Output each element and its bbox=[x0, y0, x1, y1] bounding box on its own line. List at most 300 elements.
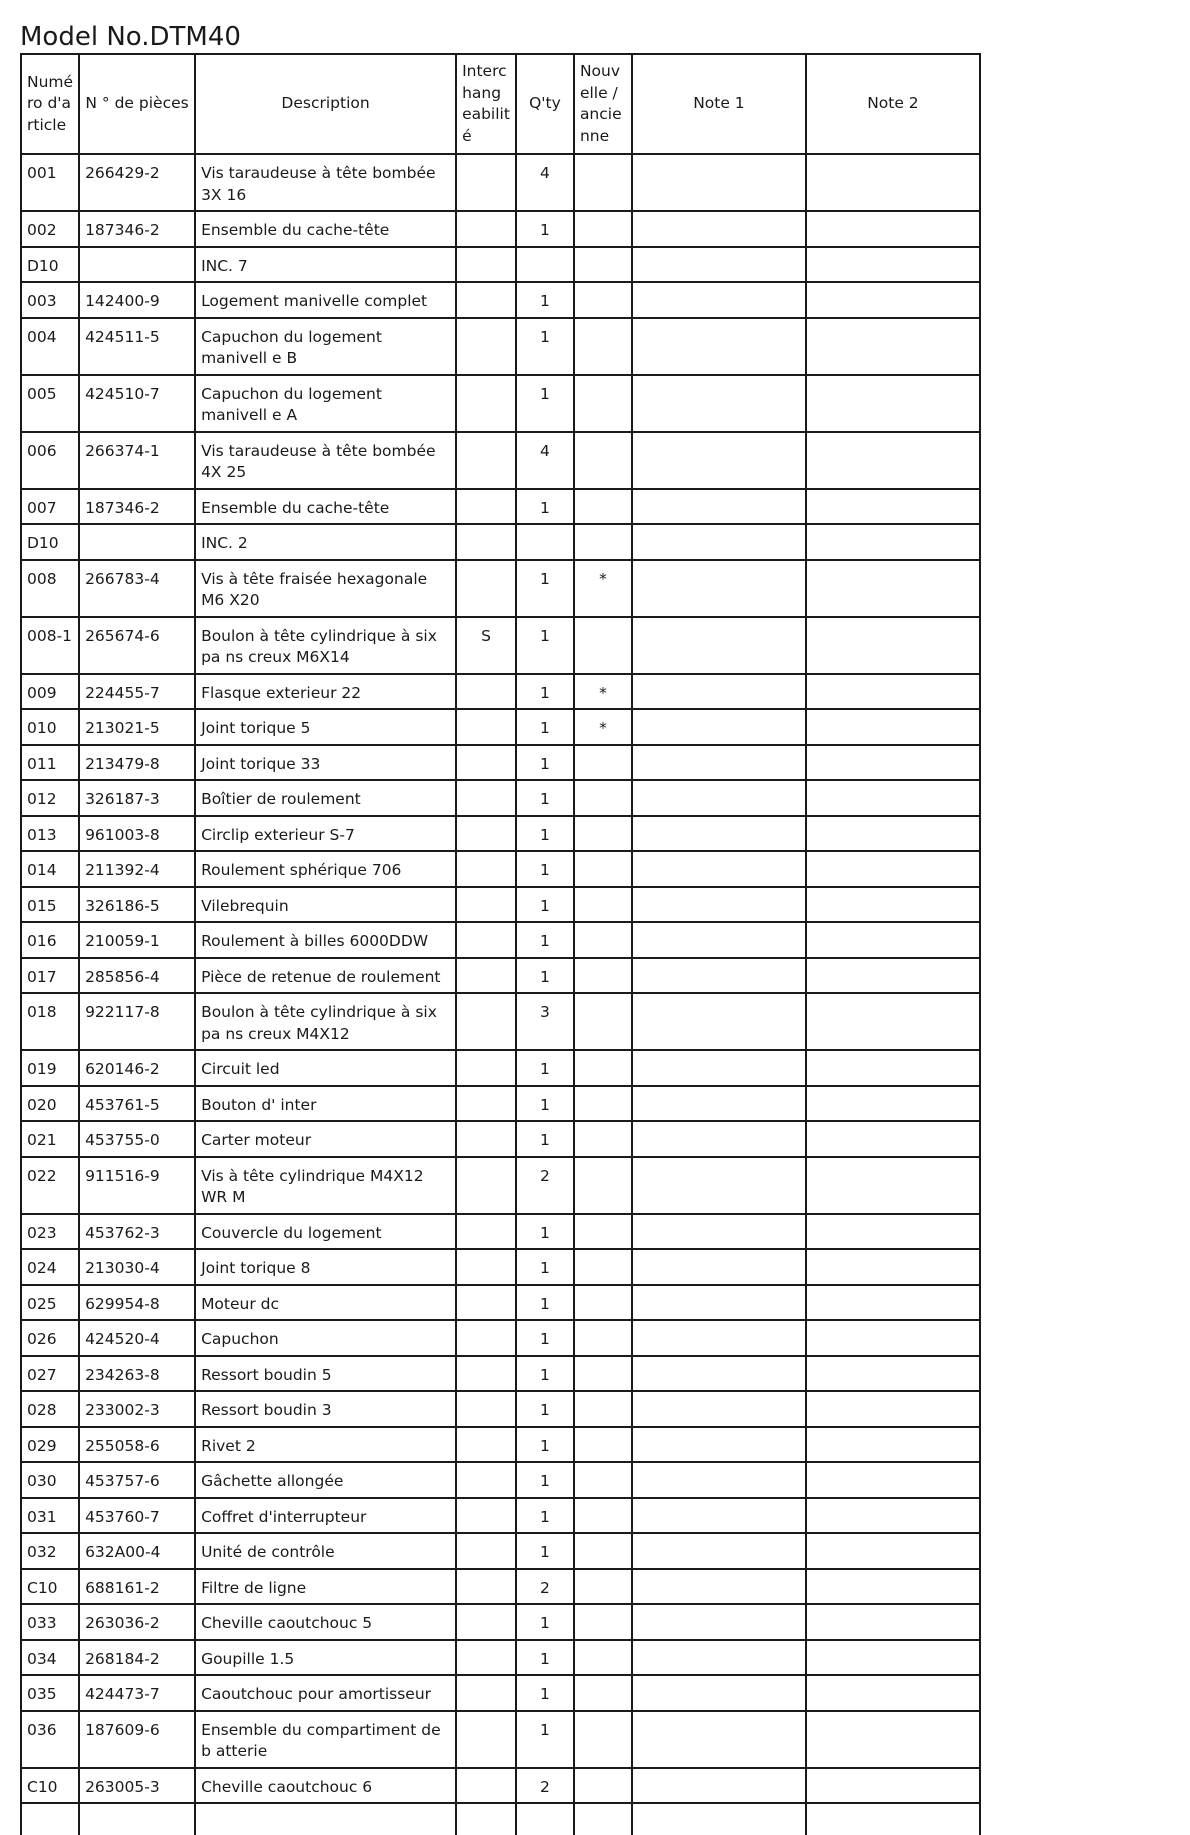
interchangeability-cell bbox=[456, 780, 516, 816]
interchangeability-cell bbox=[456, 247, 516, 283]
note-2-cell bbox=[806, 1533, 980, 1569]
description-cell: Unité de contrôle bbox=[195, 1533, 456, 1569]
interchangeability-cell bbox=[456, 1462, 516, 1498]
description-cell: Ressort boudin 5 bbox=[195, 1356, 456, 1392]
header-quantity: Q'ty bbox=[516, 54, 574, 154]
note-1-cell bbox=[632, 1768, 806, 1804]
quantity-cell: 2 bbox=[516, 1768, 574, 1804]
note-2-cell bbox=[806, 1498, 980, 1534]
quantity-cell: 1 bbox=[516, 780, 574, 816]
note-1-cell bbox=[632, 617, 806, 674]
empty-cell bbox=[21, 1803, 79, 1835]
new-old-cell bbox=[574, 1050, 632, 1086]
interchangeability-cell bbox=[456, 709, 516, 745]
note-1-cell bbox=[632, 958, 806, 994]
note-1-cell bbox=[632, 247, 806, 283]
part-number-cell: 632A00-4 bbox=[79, 1533, 195, 1569]
part-number-cell: 326186-5 bbox=[79, 887, 195, 923]
table-row bbox=[21, 560, 980, 617]
description-cell: Moteur dc bbox=[195, 1285, 456, 1321]
note-1-cell bbox=[632, 1498, 806, 1534]
note-1-cell bbox=[632, 1569, 806, 1605]
item-number-cell: 019 bbox=[21, 1050, 79, 1086]
item-number-cell: 010 bbox=[21, 709, 79, 745]
new-old-cell bbox=[574, 489, 632, 525]
quantity-cell: 1 bbox=[516, 745, 574, 781]
description-cell: Joint torique 8 bbox=[195, 1249, 456, 1285]
interchangeability-cell bbox=[456, 887, 516, 923]
item-number-cell: 032 bbox=[21, 1533, 79, 1569]
note-1-cell bbox=[632, 745, 806, 781]
table-row bbox=[21, 1249, 980, 1285]
note-1-cell bbox=[632, 1533, 806, 1569]
description-cell: Cheville caoutchouc 6 bbox=[195, 1768, 456, 1804]
note-1-cell bbox=[632, 524, 806, 560]
quantity-cell: 4 bbox=[516, 432, 574, 489]
new-old-cell bbox=[574, 211, 632, 247]
part-number-cell: 424473-7 bbox=[79, 1675, 195, 1711]
part-number-cell: 187609-6 bbox=[79, 1711, 195, 1768]
new-old-cell bbox=[574, 958, 632, 994]
interchangeability-cell bbox=[456, 745, 516, 781]
note-2-cell bbox=[806, 489, 980, 525]
quantity-cell: 1 bbox=[516, 1533, 574, 1569]
description-cell: Flasque exterieur 22 bbox=[195, 674, 456, 710]
table-row bbox=[21, 1711, 980, 1768]
interchangeability-cell bbox=[456, 1249, 516, 1285]
table-row bbox=[21, 709, 980, 745]
header-note-2: Note 2 bbox=[806, 54, 980, 154]
table-row bbox=[21, 318, 980, 375]
item-number-cell: 002 bbox=[21, 211, 79, 247]
note-1-cell bbox=[632, 1249, 806, 1285]
new-old-cell bbox=[574, 318, 632, 375]
part-number-cell: 620146-2 bbox=[79, 1050, 195, 1086]
table-row bbox=[21, 489, 980, 525]
item-number-cell: 022 bbox=[21, 1157, 79, 1214]
part-number-cell: 187346-2 bbox=[79, 211, 195, 247]
description-cell: Ensemble du compartiment de b atterie bbox=[195, 1711, 456, 1768]
interchangeability-cell bbox=[456, 1285, 516, 1321]
header-part-number: N ° de pièces bbox=[79, 54, 195, 154]
interchangeability-cell bbox=[456, 674, 516, 710]
new-old-cell bbox=[574, 1569, 632, 1605]
note-2-cell bbox=[806, 375, 980, 432]
note-2-cell bbox=[806, 1121, 980, 1157]
note-2-cell bbox=[806, 1214, 980, 1250]
note-1-cell bbox=[632, 375, 806, 432]
part-number-cell: 922117-8 bbox=[79, 993, 195, 1050]
note-2-cell bbox=[806, 816, 980, 852]
description-cell: Vilebrequin bbox=[195, 887, 456, 923]
interchangeability-cell bbox=[456, 1675, 516, 1711]
note-2-cell bbox=[806, 1157, 980, 1214]
part-number-cell: 142400-9 bbox=[79, 282, 195, 318]
new-old-cell: * bbox=[574, 709, 632, 745]
part-number-cell: 263005-3 bbox=[79, 1768, 195, 1804]
new-old-cell bbox=[574, 375, 632, 432]
quantity-cell: 1 bbox=[516, 958, 574, 994]
header-interchangeability: Interc hang eabilit é bbox=[456, 54, 516, 154]
interchangeability-cell bbox=[456, 1121, 516, 1157]
note-1-cell bbox=[632, 674, 806, 710]
note-1-cell bbox=[632, 1640, 806, 1676]
note-2-cell bbox=[806, 709, 980, 745]
new-old-cell bbox=[574, 1157, 632, 1214]
part-number-cell: 911516-9 bbox=[79, 1157, 195, 1214]
interchangeability-cell bbox=[456, 1157, 516, 1214]
note-1-cell bbox=[632, 1675, 806, 1711]
new-old-cell bbox=[574, 993, 632, 1050]
new-old-cell bbox=[574, 887, 632, 923]
description-cell: Boîtier de roulement bbox=[195, 780, 456, 816]
description-cell: Ensemble du cache-tête bbox=[195, 489, 456, 525]
new-old-cell bbox=[574, 524, 632, 560]
part-number-cell: 453761-5 bbox=[79, 1086, 195, 1122]
interchangeability-cell bbox=[456, 1427, 516, 1463]
note-1-cell bbox=[632, 1356, 806, 1392]
description-cell: Circuit led bbox=[195, 1050, 456, 1086]
empty-cell bbox=[806, 1803, 980, 1835]
interchangeability-cell bbox=[456, 1214, 516, 1250]
part-number-cell: 629954-8 bbox=[79, 1285, 195, 1321]
table-row bbox=[21, 1604, 980, 1640]
table-row bbox=[21, 1462, 980, 1498]
description-cell: Capuchon bbox=[195, 1320, 456, 1356]
new-old-cell bbox=[574, 1462, 632, 1498]
item-number-cell: 021 bbox=[21, 1121, 79, 1157]
part-number-cell: 453762-3 bbox=[79, 1214, 195, 1250]
part-number-cell: 234263-8 bbox=[79, 1356, 195, 1392]
description-cell: Boulon à tête cylindrique à six pa ns creux M4X12 bbox=[195, 993, 456, 1050]
quantity-cell: 1 bbox=[516, 816, 574, 852]
note-1-cell bbox=[632, 887, 806, 923]
page-title: Model No.DTM40 bbox=[20, 22, 241, 52]
description-cell: Ensemble du cache-tête bbox=[195, 211, 456, 247]
item-number-cell: 009 bbox=[21, 674, 79, 710]
header-description: Description bbox=[195, 54, 456, 154]
description-cell: Goupille 1.5 bbox=[195, 1640, 456, 1676]
item-number-cell: 016 bbox=[21, 922, 79, 958]
interchangeability-cell bbox=[456, 1768, 516, 1804]
quantity-cell: 1 bbox=[516, 922, 574, 958]
item-number-cell: 013 bbox=[21, 816, 79, 852]
note-2-cell bbox=[806, 1285, 980, 1321]
note-2-cell bbox=[806, 958, 980, 994]
item-number-cell: 005 bbox=[21, 375, 79, 432]
note-2-cell bbox=[806, 1675, 980, 1711]
table-row bbox=[21, 780, 980, 816]
new-old-cell: * bbox=[574, 674, 632, 710]
part-number-cell: 211392-4 bbox=[79, 851, 195, 887]
note-2-cell bbox=[806, 1640, 980, 1676]
part-number-cell: 187346-2 bbox=[79, 489, 195, 525]
interchangeability-cell bbox=[456, 282, 516, 318]
note-1-cell bbox=[632, 1462, 806, 1498]
empty-cell bbox=[79, 1803, 195, 1835]
table-row bbox=[21, 617, 980, 674]
part-number-cell: 424510-7 bbox=[79, 375, 195, 432]
new-old-cell bbox=[574, 1214, 632, 1250]
quantity-cell: 1 bbox=[516, 1214, 574, 1250]
new-old-cell bbox=[574, 1768, 632, 1804]
note-2-cell bbox=[806, 922, 980, 958]
header-item-number: Numé ro d'a rticle bbox=[21, 54, 79, 154]
note-2-cell bbox=[806, 745, 980, 781]
interchangeability-cell bbox=[456, 958, 516, 994]
table-row bbox=[21, 1640, 980, 1676]
note-2-cell bbox=[806, 1569, 980, 1605]
item-number-cell: 004 bbox=[21, 318, 79, 375]
parts-table bbox=[20, 53, 981, 1835]
new-old-cell bbox=[574, 1640, 632, 1676]
quantity-cell: 1 bbox=[516, 1427, 574, 1463]
table-row bbox=[21, 1086, 980, 1122]
item-number-cell: 012 bbox=[21, 780, 79, 816]
note-1-cell bbox=[632, 1427, 806, 1463]
quantity-cell: 4 bbox=[516, 154, 574, 211]
interchangeability-cell bbox=[456, 1711, 516, 1768]
table-header-row bbox=[21, 54, 980, 154]
new-old-cell bbox=[574, 816, 632, 852]
part-number-cell: 233002-3 bbox=[79, 1391, 195, 1427]
note-2-cell bbox=[806, 1427, 980, 1463]
note-2-cell bbox=[806, 1768, 980, 1804]
note-2-cell bbox=[806, 1604, 980, 1640]
quantity-cell: 1 bbox=[516, 1285, 574, 1321]
empty-cell bbox=[574, 1803, 632, 1835]
quantity-cell: 1 bbox=[516, 851, 574, 887]
description-cell: Capuchon du logement manivell e A bbox=[195, 375, 456, 432]
note-1-cell bbox=[632, 1711, 806, 1768]
part-number-cell: 266783-4 bbox=[79, 560, 195, 617]
quantity-cell: 1 bbox=[516, 1675, 574, 1711]
interchangeability-cell bbox=[456, 1391, 516, 1427]
interchangeability-cell bbox=[456, 1533, 516, 1569]
empty-cell bbox=[456, 1803, 516, 1835]
description-cell: Caoutchouc pour amortisseur bbox=[195, 1675, 456, 1711]
item-number-cell: 017 bbox=[21, 958, 79, 994]
interchangeability-cell bbox=[456, 154, 516, 211]
new-old-cell bbox=[574, 1604, 632, 1640]
description-cell: Vis à tête fraisée hexagonale M6 X20 bbox=[195, 560, 456, 617]
new-old-cell bbox=[574, 1498, 632, 1534]
description-cell: Circlip exterieur S-7 bbox=[195, 816, 456, 852]
part-number-cell: 285856-4 bbox=[79, 958, 195, 994]
note-1-cell bbox=[632, 282, 806, 318]
interchangeability-cell bbox=[456, 375, 516, 432]
quantity-cell: 1 bbox=[516, 887, 574, 923]
description-cell: Bouton d' inter bbox=[195, 1086, 456, 1122]
table-row bbox=[21, 211, 980, 247]
quantity-cell: 1 bbox=[516, 1498, 574, 1534]
item-number-cell: 015 bbox=[21, 887, 79, 923]
part-number-cell: 213030-4 bbox=[79, 1249, 195, 1285]
item-number-cell: 035 bbox=[21, 1675, 79, 1711]
new-old-cell bbox=[574, 851, 632, 887]
new-old-cell bbox=[574, 1391, 632, 1427]
note-2-cell bbox=[806, 211, 980, 247]
note-1-cell bbox=[632, 993, 806, 1050]
new-old-cell bbox=[574, 1675, 632, 1711]
new-old-cell bbox=[574, 1086, 632, 1122]
part-number-cell: 268184-2 bbox=[79, 1640, 195, 1676]
description-cell: Joint torique 5 bbox=[195, 709, 456, 745]
note-1-cell bbox=[632, 1391, 806, 1427]
new-old-cell bbox=[574, 1249, 632, 1285]
note-1-cell bbox=[632, 709, 806, 745]
table-row bbox=[21, 1533, 980, 1569]
new-old-cell bbox=[574, 780, 632, 816]
table-row bbox=[21, 524, 980, 560]
table-row bbox=[21, 1050, 980, 1086]
note-1-cell bbox=[632, 1214, 806, 1250]
description-cell: Roulement à billes 6000DDW bbox=[195, 922, 456, 958]
part-number-cell: 265674-6 bbox=[79, 617, 195, 674]
note-2-cell bbox=[806, 674, 980, 710]
quantity-cell: 1 bbox=[516, 489, 574, 525]
interchangeability-cell: S bbox=[456, 617, 516, 674]
note-2-cell bbox=[806, 887, 980, 923]
part-number-cell: 424520-4 bbox=[79, 1320, 195, 1356]
note-2-cell bbox=[806, 282, 980, 318]
interchangeability-cell bbox=[456, 1356, 516, 1392]
table-row bbox=[21, 282, 980, 318]
note-2-cell bbox=[806, 1050, 980, 1086]
interchangeability-cell bbox=[456, 1086, 516, 1122]
note-2-cell bbox=[806, 1391, 980, 1427]
new-old-cell bbox=[574, 1320, 632, 1356]
note-2-cell bbox=[806, 318, 980, 375]
quantity-cell bbox=[516, 247, 574, 283]
note-2-cell bbox=[806, 993, 980, 1050]
note-2-cell bbox=[806, 154, 980, 211]
interchangeability-cell bbox=[456, 922, 516, 958]
description-cell: Gâchette allongée bbox=[195, 1462, 456, 1498]
note-2-cell bbox=[806, 1086, 980, 1122]
item-number-cell: 028 bbox=[21, 1391, 79, 1427]
empty-cell bbox=[195, 1803, 456, 1835]
table-row bbox=[21, 1768, 980, 1804]
part-number-cell: 213021-5 bbox=[79, 709, 195, 745]
new-old-cell bbox=[574, 247, 632, 283]
table-row bbox=[21, 1320, 980, 1356]
table-row bbox=[21, 1498, 980, 1534]
item-number-cell: 029 bbox=[21, 1427, 79, 1463]
note-1-cell bbox=[632, 1604, 806, 1640]
part-number-cell: 210059-1 bbox=[79, 922, 195, 958]
quantity-cell: 1 bbox=[516, 1320, 574, 1356]
description-cell: Vis à tête cylindrique M4X12 WR M bbox=[195, 1157, 456, 1214]
part-number-cell: 224455-7 bbox=[79, 674, 195, 710]
quantity-cell: 1 bbox=[516, 1121, 574, 1157]
note-1-cell bbox=[632, 1285, 806, 1321]
part-number-cell: 266429-2 bbox=[79, 154, 195, 211]
note-2-cell bbox=[806, 851, 980, 887]
quantity-cell: 2 bbox=[516, 1157, 574, 1214]
table-row bbox=[21, 922, 980, 958]
part-number-cell: 688161-2 bbox=[79, 1569, 195, 1605]
empty-cell bbox=[516, 1803, 574, 1835]
description-cell: Vis taraudeuse à tête bombée 4X 25 bbox=[195, 432, 456, 489]
note-2-cell bbox=[806, 432, 980, 489]
quantity-cell: 1 bbox=[516, 375, 574, 432]
interchangeability-cell bbox=[456, 1569, 516, 1605]
table-row bbox=[21, 1356, 980, 1392]
description-cell: Joint torique 33 bbox=[195, 745, 456, 781]
interchangeability-cell bbox=[456, 560, 516, 617]
item-number-cell: 006 bbox=[21, 432, 79, 489]
description-cell: Couvercle du logement bbox=[195, 1214, 456, 1250]
part-number-cell: 453755-0 bbox=[79, 1121, 195, 1157]
table-row bbox=[21, 247, 980, 283]
new-old-cell bbox=[574, 1427, 632, 1463]
interchangeability-cell bbox=[456, 993, 516, 1050]
table-row bbox=[21, 993, 980, 1050]
description-cell: INC. 2 bbox=[195, 524, 456, 560]
note-1-cell bbox=[632, 318, 806, 375]
description-cell: Boulon à tête cylindrique à six pa ns creux M6X14 bbox=[195, 617, 456, 674]
part-number-cell bbox=[79, 247, 195, 283]
new-old-cell bbox=[574, 282, 632, 318]
table-row bbox=[21, 375, 980, 432]
note-2-cell bbox=[806, 1320, 980, 1356]
new-old-cell bbox=[574, 617, 632, 674]
item-number-cell: 001 bbox=[21, 154, 79, 211]
new-old-cell bbox=[574, 922, 632, 958]
description-cell: Carter moteur bbox=[195, 1121, 456, 1157]
table-row bbox=[21, 816, 980, 852]
quantity-cell: 1 bbox=[516, 1249, 574, 1285]
table-row bbox=[21, 1285, 980, 1321]
quantity-cell: 1 bbox=[516, 282, 574, 318]
quantity-cell: 1 bbox=[516, 1050, 574, 1086]
note-2-cell bbox=[806, 780, 980, 816]
description-cell: Roulement sphérique 706 bbox=[195, 851, 456, 887]
new-old-cell: * bbox=[574, 560, 632, 617]
note-1-cell bbox=[632, 1157, 806, 1214]
note-1-cell bbox=[632, 816, 806, 852]
part-number-cell: 255058-6 bbox=[79, 1427, 195, 1463]
description-cell: INC. 7 bbox=[195, 247, 456, 283]
note-1-cell bbox=[632, 1050, 806, 1086]
quantity-cell: 1 bbox=[516, 318, 574, 375]
new-old-cell bbox=[574, 154, 632, 211]
interchangeability-cell bbox=[456, 816, 516, 852]
note-1-cell bbox=[632, 1320, 806, 1356]
table-row bbox=[21, 1569, 980, 1605]
quantity-cell: 1 bbox=[516, 1391, 574, 1427]
table-row bbox=[21, 851, 980, 887]
item-number-cell: 026 bbox=[21, 1320, 79, 1356]
item-number-cell: 023 bbox=[21, 1214, 79, 1250]
quantity-cell: 1 bbox=[516, 1356, 574, 1392]
interchangeability-cell bbox=[456, 211, 516, 247]
new-old-cell bbox=[574, 1285, 632, 1321]
interchangeability-cell bbox=[456, 432, 516, 489]
quantity-cell: 1 bbox=[516, 1604, 574, 1640]
quantity-cell: 1 bbox=[516, 1462, 574, 1498]
quantity-cell: 1 bbox=[516, 674, 574, 710]
part-number-cell: 424511-5 bbox=[79, 318, 195, 375]
description-cell: Capuchon du logement manivell e B bbox=[195, 318, 456, 375]
part-number-cell: 266374-1 bbox=[79, 432, 195, 489]
description-cell: Coffret d'interrupteur bbox=[195, 1498, 456, 1534]
quantity-cell: 1 bbox=[516, 617, 574, 674]
item-number-cell: 008-1 bbox=[21, 617, 79, 674]
table-row bbox=[21, 1121, 980, 1157]
table-row bbox=[21, 1157, 980, 1214]
